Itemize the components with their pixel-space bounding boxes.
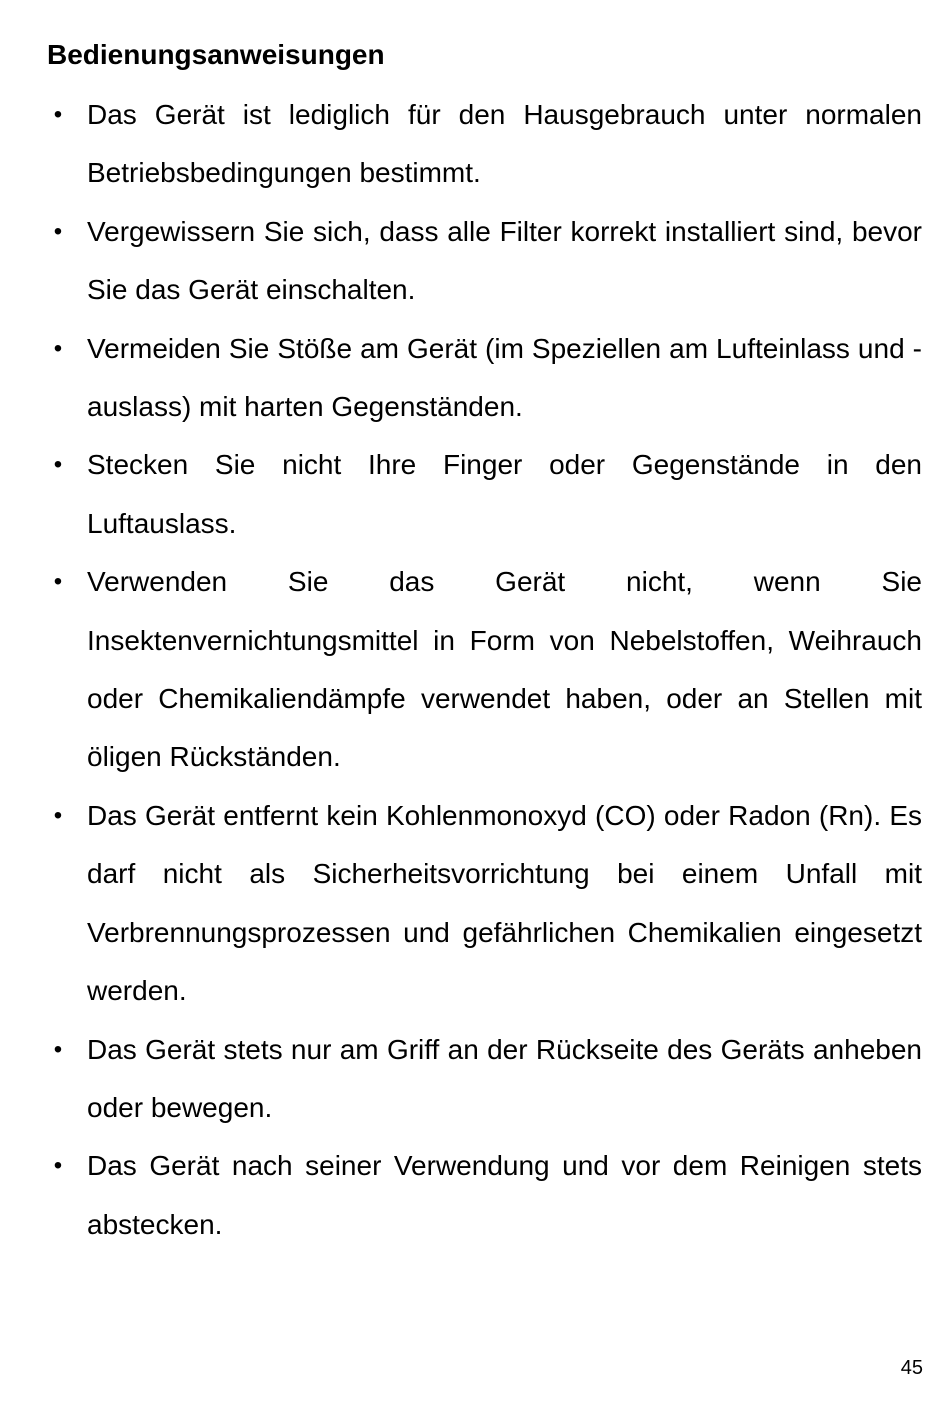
instruction-item [0,553,950,787]
bullet-icon: • [53,1152,63,1180]
instruction-item [0,1137,950,1254]
bullet-icon: • [53,1035,63,1063]
instruction-item [0,436,950,553]
instruction-item [0,86,950,203]
bullet-icon: • [53,451,63,479]
instruction-text: Das Gerät nach seiner Verwendung und vor dem Reinigen stets abstecken. [87,1150,922,1240]
instruction-list [0,86,950,1254]
instruction-text: Das Gerät stets nur am Griff an der Rückseite des Geräts anheben oder bewegen. [87,1033,922,1123]
instruction-item [0,1021,950,1138]
bullet-icon: • [53,334,63,362]
instruction-text: Stecken Sie nicht Ihre Finger oder Gegenstände in den Luftauslass. [87,449,922,539]
instruction-text: Das Gerät entfernt kein Kohlenmonoxyd (CO) oder Radon (Rn). Es darf nicht als Sicherheitsvorrichtung bei einem Unfall mit Verbrennungsprozessen und gefährlichen Chemikalien eingesetzt werden. [87,799,922,1007]
instruction-item [0,203,950,320]
page-number: 45 [900,1357,923,1379]
bullet-icon: • [53,568,63,596]
instruction-text: Verwenden Sie das Gerät nicht, wenn Sie Insektenvernichtungsmittel in Form von Nebelstoffen, Weihrauch oder Chemikaliendämpfe verwendet haben, oder an Stellen mit öligen Rückständen. [87,566,922,773]
bullet-icon: • [53,101,63,128]
instruction-text: Vermeiden Sie Stöße am Gerät (im Speziellen am Lufteinlass und -auslass) mit harten Gegenständen. [87,332,922,423]
instruction-item [0,787,950,1021]
bullet-icon: • [53,801,63,829]
bullet-icon: • [53,217,63,245]
instruction-item [0,320,950,437]
section-heading: Bedienungsanweisungen [47,39,385,70]
instruction-text: Vergewissern Sie sich, dass alle Filter korrekt installiert sind, bevor Sie das Gerät einschalten. [87,215,922,306]
instruction-text: Das Gerät ist lediglich für den Hausgebrauch unter normalen Betriebsbedingungen bestimmt. [87,99,922,189]
